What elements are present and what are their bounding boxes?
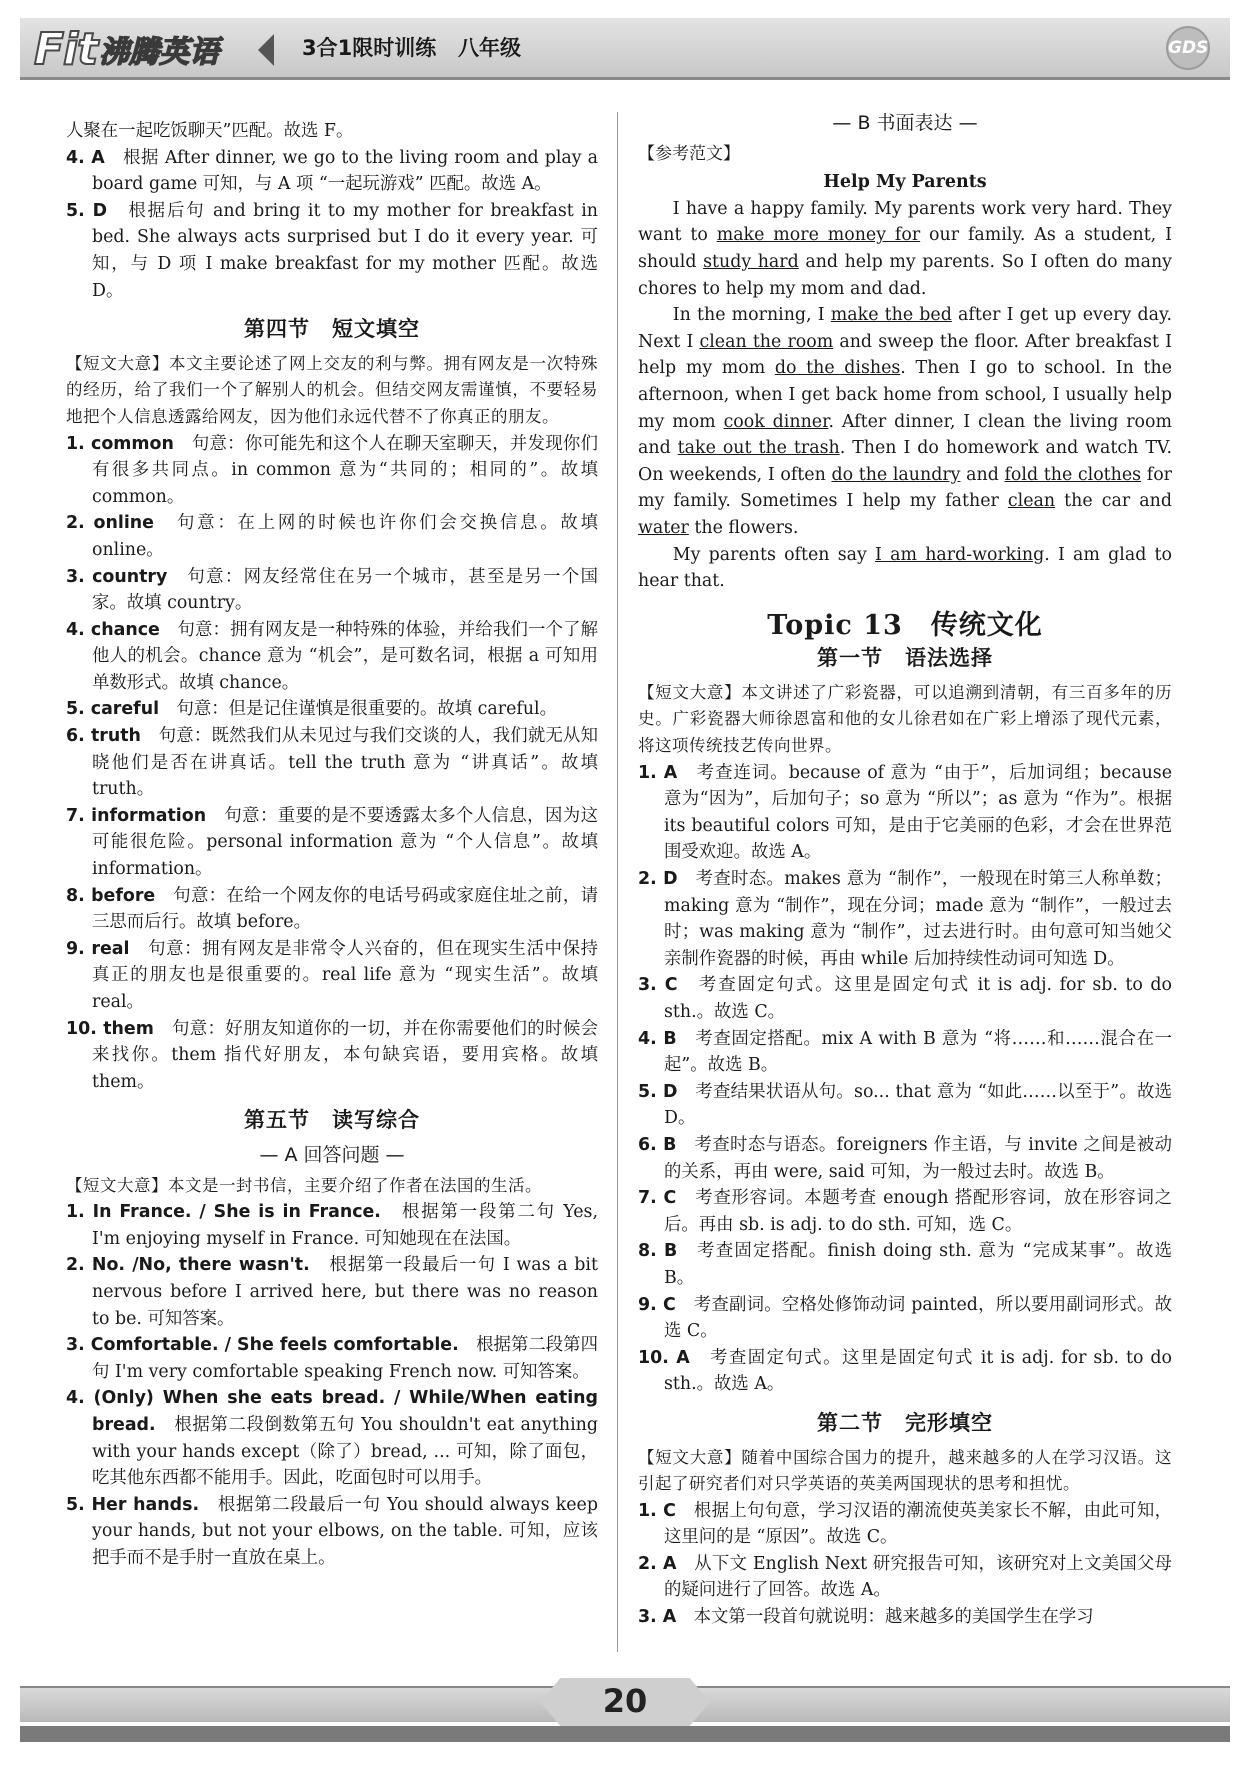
answer-key: 2. A	[638, 1553, 677, 1574]
logo-cn: 沸腾英语	[99, 35, 220, 70]
answer-key: 4. A	[66, 147, 105, 168]
section-2-summary: 【短文大意】随着中国综合国力的提升，越来越多的人在学习汉语。这引起了研究者们对只学英语的英美两国现状的思考和担忧。	[638, 1447, 1173, 1494]
answer-key: 10. A	[638, 1347, 690, 1368]
answer-key: 4. chance	[66, 619, 160, 640]
answer-key: 1. common	[66, 433, 174, 454]
answer-explanation: 句意：在上网的时候也许你们会交换信息。故填 online。	[92, 513, 598, 560]
answer-item	[638, 760, 1172, 866]
answer-explanation: 考查连词。because of 意为 “由于”，后加词组；because 意为“因为”，后加句子；so 意为 “所以”；as 意为 “作为”。根据 its beautiful colors 可知，是由于它美丽的色彩，才会在世界范围受欢迎。故选 A。	[664, 762, 1172, 863]
footer-bar	[20, 1726, 1230, 1742]
answer-key: 8. before	[66, 885, 156, 906]
answer-key: 5. Her hands.	[66, 1494, 200, 1515]
answer-item	[66, 617, 598, 697]
answer-key: 5. D	[638, 1081, 678, 1102]
answer-item	[66, 1016, 598, 1096]
intro-line: 人聚在一起吃饭聊天”匹配。故选 F。	[66, 121, 354, 141]
section-4-summary: 【短文大意】本文主要论述了网上交友的利与弊。拥有网友是一次特殊的经历，给了我们一个了解别人的机会。但结交网友需谨慎，不要轻易地把个人信息透露给网友，因为他们永远代替不了你真正的朋友。	[66, 353, 599, 426]
answer-key: 9. C	[638, 1294, 676, 1315]
answer-item	[638, 1132, 1172, 1185]
page-number: 20	[602, 1682, 648, 1720]
answer-key: 3. A	[638, 1607, 677, 1628]
right-column	[638, 112, 1173, 1631]
answer-key: 5. careful	[66, 699, 160, 720]
answer-key: 2. D	[638, 869, 678, 890]
answer-key: 7. information	[66, 805, 207, 826]
answer-explanation: 根据第一段最后一句 I was a bit nervous before I arrived here, but there was no reason to be. 可知答案。	[92, 1255, 598, 1329]
answer-explanation: 根据后句 and bring it to my mother for breakfast in bed. She always acts surprised but I do it every year. 可知，与 D 项 I make breakfast for my mother 匹配。故选 D。	[92, 200, 598, 301]
answer-key: 3. Comfortable. / She feels comfortable.	[66, 1335, 459, 1356]
answer-explanation: 句意：重要的是不要透露太多个人信息，因为这可能很危险。personal information 意为 “个人信息”。故填 information。	[92, 805, 598, 880]
answer-key: 3. C	[638, 975, 678, 996]
essay-title: Help My Parents	[823, 172, 987, 193]
answer-item	[638, 866, 1172, 972]
answer-item	[66, 883, 598, 936]
answer-key: 2. online	[66, 513, 154, 534]
section-5-summary: 【短文大意】本文是一封书信，主要介绍了作者在法国的生活。	[66, 1175, 542, 1195]
answer-explanation: 句意：但是记住谨慎是很重要的。故填 careful。	[176, 699, 557, 720]
answer-key: 10. them	[66, 1018, 154, 1039]
answer-explanation: 句意：拥有网友是非常令人兴奋的，但在现实生活中保持真正的朋友也是很重要的。real life 意为 “现实生活”。故填 real。	[92, 938, 598, 1012]
answer-item	[638, 1604, 1172, 1631]
book-title: 3合1限时训练	[302, 36, 437, 60]
answer-item	[638, 1292, 1172, 1345]
answer-explanation: 考查固定句式。这里是固定句式 it is adj. for sb. to do sth.。故选 A。	[664, 1347, 1172, 1395]
section-4-title: 第四节 短文填空	[244, 317, 420, 342]
answer-item	[66, 564, 598, 617]
answer-item	[638, 1345, 1172, 1398]
section-1-summary: 【短文大意】本文讲述了广彩瓷器，可以追溯到清朝，有三百多年的历史。广彩瓷器大师徐恩富和他的女儿徐君如在广彩上增添了现代元素，将这项传统技艺传向世界。	[638, 682, 1173, 756]
answer-explanation: 根据第二段第四句 I'm very comfortable speaking French now. 可知答案。	[92, 1335, 598, 1382]
answer-key: 1. In France. / She is in France.	[66, 1202, 381, 1223]
column-divider	[617, 112, 618, 1652]
answer-item	[66, 145, 598, 198]
answer-item	[638, 1026, 1172, 1079]
section-5-title: 第五节 读写综合	[244, 1108, 420, 1133]
answer-item	[66, 1492, 598, 1572]
answer-item	[66, 696, 598, 723]
answer-explanation: 考查固定搭配。mix A with B 意为 “将……和……混合在一起”。故选 B。	[664, 1028, 1172, 1076]
answer-item	[66, 723, 598, 803]
answer-item	[66, 936, 598, 1016]
page-header	[20, 18, 1230, 80]
answer-item	[66, 431, 598, 511]
topic-title: Topic 13 传统文化	[767, 609, 1043, 641]
answer-explanation: 考查时态与语态。foreigners 作主语，与 invite 之间是被动的关系，再由 were, said 可知，为一般过去时。故选 B。	[664, 1134, 1172, 1182]
answer-explanation: 根据上句句意，学习汉语的潮流使英美家长不解，由此可知，这里问的是 “原因”。故选 C。	[664, 1500, 1172, 1548]
answer-key: 8. B	[638, 1241, 678, 1262]
chevron-left-icon	[258, 34, 274, 66]
answer-item	[638, 972, 1172, 1025]
answer-explanation: 句意：好朋友知道你的一切，并在你需要他们的时候会来找你。them 指代好朋友，本句缺宾语，要用宾格。故填 them。	[92, 1018, 598, 1092]
section-2-title: 第二节 完形填空	[817, 1410, 993, 1435]
section-5-subtitle: — A 回答问题 —	[259, 1143, 405, 1166]
answer-explanation: 句意：你可能先和这个人在聊天室聊天，并发现你们有很多共同点。in common 意为“共同的；相同的”。故填 common。	[92, 433, 598, 507]
answer-explanation: 根据第一段第二句 Yes, I'm enjoying myself in France. 可知她现在在法国。	[92, 1202, 598, 1249]
writing-subtitle: — B 书面表达 —	[832, 112, 978, 134]
answer-item	[638, 1551, 1172, 1604]
answer-explanation: 根据第二段最后一句 You should always keep your hands, but not your elbows, on the table. 可知，应该把手而不是手肘一直放在桌上。	[92, 1494, 598, 1568]
answer-explanation: 考查时态。makes 意为 “制作”，一般现在时第三人称单数；making 意为 “制作”，现在分词；made 意为 “制作”，一般过去时；was making 意为 “制作”，过去进行时。由句意可知当她父亲制作瓷器的时候，再由 while 后加持续性动词可知选 D。	[664, 869, 1172, 969]
answer-item	[638, 1185, 1172, 1238]
section-1-title: 第一节 语法选择	[817, 646, 993, 671]
answer-key: 4. B	[638, 1028, 677, 1049]
answer-explanation: 考查副词。空格处修饰动词 painted，所以要用副词形式。故选 C。	[664, 1294, 1172, 1342]
answer-item	[638, 1498, 1172, 1551]
answer-explanation: 根据第二段倒数第五句 You shouldn't eat anything with your hands except（除了）bread, ... 可知，除了面包，吃其他东西都不能用手。因此，吃面包时可以用手。	[92, 1414, 598, 1489]
answer-explanation: 句意：既然我们从未见过与我们交谈的人，我们就无从知晓他们是否在讲真话。tell the truth 意为 “讲真话”。故填 truth。	[92, 726, 598, 800]
answer-key: 1. A	[638, 762, 678, 783]
answer-explanation: 句意：网友经常住在另一个城市，甚至是另一个国家。故填 country。	[92, 566, 598, 614]
answer-key: 7. C	[638, 1188, 677, 1209]
section-1-answers	[638, 760, 1172, 1398]
answer-item	[66, 510, 598, 563]
answer-key: 6. truth	[66, 726, 141, 747]
left-column	[66, 118, 598, 1571]
logo-latin: Fit	[34, 23, 98, 75]
answer-explanation: 从下文 English Next 研究报告可知，该研究对上文美国父母的疑问进行了回答。故选 A。	[664, 1553, 1172, 1601]
answer-list-a	[66, 145, 598, 305]
answer-key: 2. No. /No, there wasn't.	[66, 1255, 310, 1276]
answer-key: 1. C	[638, 1500, 676, 1521]
answer-key: 6. B	[638, 1134, 677, 1155]
brand-logo	[34, 24, 219, 74]
answer-explanation: 句意：在给一个网友你的电话号码或家庭住址之前，请三思而后行。故填 before。	[92, 885, 598, 933]
answer-item	[66, 803, 598, 883]
answer-explanation: 考查固定句式。这里是固定句式 it is adj. for sb. to do sth.。故选 C。	[664, 975, 1172, 1022]
section-2-answers	[638, 1498, 1172, 1631]
answer-explanation: 考查形容词。本题考查 enough 搭配形容词，放在形容词之后。再由 sb. is adj. to do sth. 可知，选 C。	[664, 1188, 1172, 1235]
answer-item	[638, 1238, 1172, 1291]
answer-explanation: 考查固定搭配。finish doing sth. 意为 “完成某事”。故选 B。	[664, 1241, 1172, 1288]
answer-item	[66, 1332, 598, 1385]
grade-label: 八年级	[458, 36, 521, 60]
essay-paragraph: In the morning, I make the bed after I get up every day. Next I clean the room and sweep the floor. After breakfast I help my mom do the dishes. Then I go to school. In the afternoon, when I get back home from school, I usually help my mom cook dinner. After dinner, I clean the living room and take out the trash. Then I do homework and watch TV. On weekends, I often do the laundry and fold the clothes for my family. Sometimes I help my father clean the car and water the flowers.	[638, 305, 1172, 538]
reference-label: 【参考范文】	[638, 143, 740, 164]
gds-badge-icon: GDS	[1166, 26, 1210, 70]
answer-item	[66, 1199, 598, 1252]
answer-key: 4. (Only) When she eats bread. / While/When eating bread.	[66, 1388, 598, 1435]
answer-explanation: 根据 After dinner, we go to the living room and play a board game 可知，与 A 项 “一起玩游戏” 匹配。故选 A。	[92, 147, 598, 195]
answer-explanation: 考查结果状语从句。so... that 意为 “如此……以至于”。故选 D。	[664, 1081, 1172, 1129]
section-4-answers	[66, 431, 598, 1096]
essay-paragraph: I have a happy family. My parents work very hard. They want to make more money for our family. As a student, I should study hard and help my parents. So I often do many chores to help my mom and dad.	[638, 198, 1172, 299]
answer-explanation: 本文第一段首句就说明：越来越多的美国学生在学习	[693, 1607, 1094, 1628]
answer-item	[66, 1385, 598, 1491]
answer-explanation: 句意：拥有网友是一种特殊的体验，并给我们一个了解他人的机会。chance 意为 “机会”，是可数名词，根据 a 可知用单数形式。故填 chance。	[92, 619, 598, 693]
answer-key: 3. country	[66, 566, 168, 587]
answer-item	[66, 1252, 598, 1332]
answer-key: 5. D	[66, 200, 108, 221]
section-5-answers	[66, 1199, 598, 1571]
answer-key: 9. real	[66, 938, 130, 959]
essay-paragraph: My parents often say I am hard-working. I am glad to hear that.	[638, 544, 1173, 592]
answer-item	[66, 198, 598, 304]
answer-item	[638, 1079, 1172, 1132]
model-essay	[638, 196, 1172, 595]
